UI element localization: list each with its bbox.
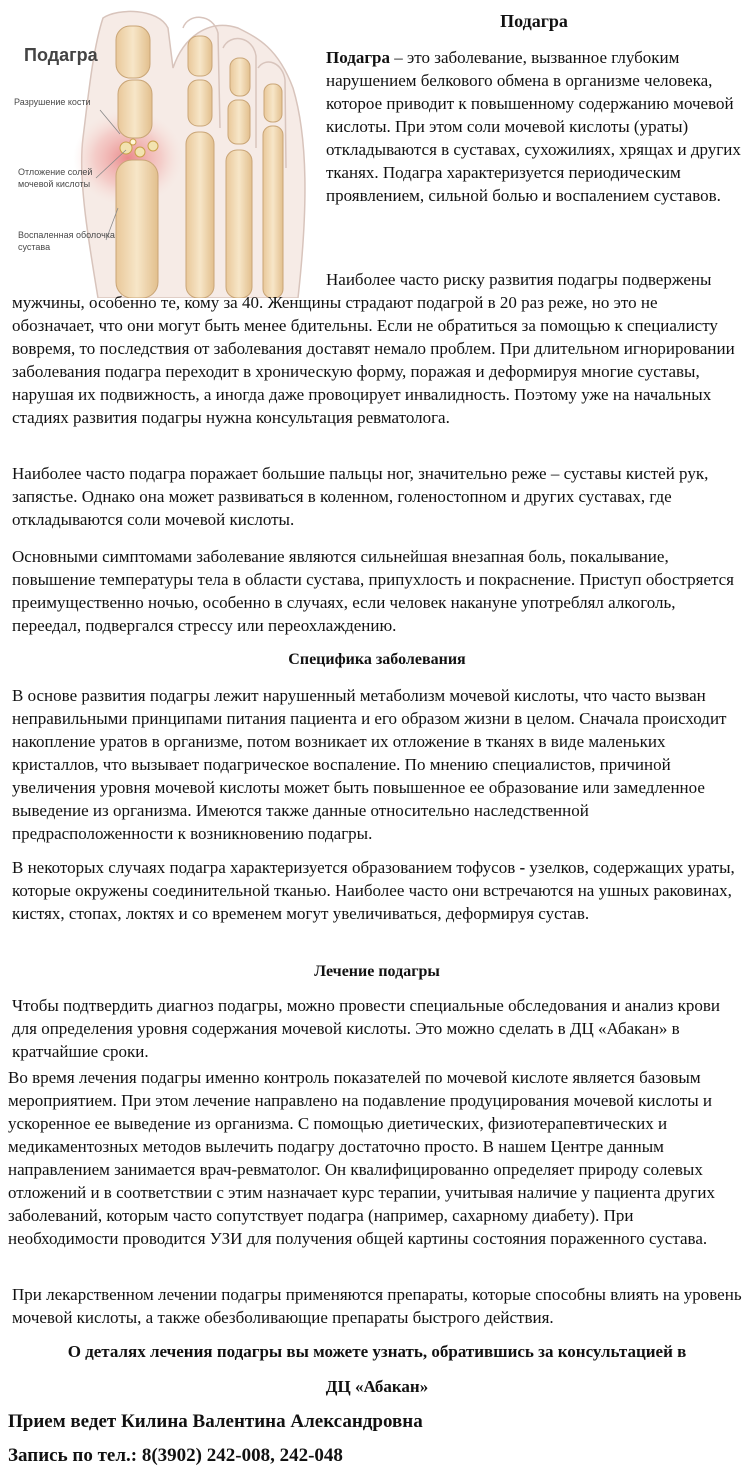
heading-specifics: Специфика заболевания xyxy=(288,651,466,668)
heading-treatment: Лечение подагры xyxy=(314,963,440,980)
paragraph-diagnosis: Чтобы подтвердить диагноз подагры, можно провести специальные обследования и анализ крови для определения уровня содержания мочевой кислоты. Это можно сделать в ДЦ «Абакан» в кратчайшие сроки. xyxy=(12,996,720,1061)
label-bone-destruction: Разрушение кости xyxy=(14,97,91,107)
paragraph-treatment: Во время лечения подагры именно контроль показателей по мочевой кислоте является базовым мероприятием. При этом лечение направлено на подавление продуцирования мочевой кислоты и ускоренное ее выведение из организма. С помощью диетических, физиотерапевтических и медикаментозных методов вылечить подагру достаточно просто. В нашем Центре данным направлением занимается врач-ревматолог. Он квалифицированно определяет природу солевых отложений и в соответствии с этим назначает курс терапии, учитывая наличие у пациента других заболеваний, которым часто сопутствует подагра (например, сахарному диабету). При необходимости проводится УЗИ для получения общей картины состояния пораженного сустава. xyxy=(8,1068,715,1248)
intro-text: – это заболевание, вызванное глубоким нарушением белкового обмена в организме человека, которое приводит к повышенному содержанию мочевой кислоты. При этом соли мочевой кислоты (ураты) откладываются в суставах, сухожилиях, хрящах и других тканях. Подагра характеризуется периодическим проявлением, сильной болью и воспалением суставов. xyxy=(326,48,741,205)
label-capsule-line2: сустава xyxy=(18,242,51,252)
appointment-phone: Запись по тел.: 8(3902) 242-008, 242-048 xyxy=(8,1445,343,1466)
label-capsule-line1: Воспаленная оболочка xyxy=(18,230,115,240)
label-deposits-line1: Отложение солей xyxy=(18,167,93,177)
doctor-name: Прием ведет Килина Валентина Александровна xyxy=(8,1411,423,1432)
figure-title: Подагра xyxy=(24,45,98,65)
intro-term: Подагра xyxy=(326,48,391,67)
paragraph-tophi: В некоторых случаях подагра характеризуется образованием тофусов - узелков, содержащих ураты, которые окружены соединительной тканью. Наиболее часто они встречаются на ушных раковинах, кистях, стопах, локтях и со временем могут увеличиваться, деформируя сустав. xyxy=(12,858,735,923)
paragraph-symptoms: Основными симптомами заболевание являются сильнейшая внезапная боль, покалывание, повышение температуры тела в области сустава, припухлость и покраснение. Приступ обостряется преимущественно ночью, особенно в случаях, если человек накануне употреблял алкоголь, переедал, подвергался стрессу или переохлаждению. xyxy=(12,547,734,635)
gout-illustration xyxy=(8,8,318,298)
paragraph-risk: Наиболее часто риску развития подагры подвержены мужчины, особенно те, кому за 40. Женщины страдают подагрой в 20 раз реже, но это не обозначает, что они могут быть менее бдительны. Если не обратиться за помощью к специалисту вовремя, то последствия от заболевания доставят немало проблем. При длительном игнорировании заболевания подагра переходит в хроническую форму, поражая и деформируя многие суставы, нарушая их подвижность, а иногда даже провоцирует инвалидность. Поэтому уже на начальных стадиях развития подагры нужна консультация ревматолога. xyxy=(12,270,735,427)
intro-paragraph xyxy=(326,46,746,207)
closing-line-1: О деталях лечения подагры вы можете узнать, обратившись за консультацией в xyxy=(67,1342,687,1361)
label-deposits-line2: мочевой кислоты xyxy=(18,179,91,189)
tophi-dash: - xyxy=(519,858,526,877)
paragraph-cause: В основе развития подагры лежит нарушенный метаболизм мочевой кислоты, что часто вызван неправильными принципами питания пациента и его образом жизни в целом. Сначала происходит накопление уратов в организме, потом возникает их отложение в тканях в виде маленьких кристаллов, что вызывает подагрическое воспаление. По мнению специалистов, причиной увеличения уровня мочевой кислоты может быть повышенное ее образование или замедленное выведение из организма. Имеются также данные относительно наследственной предрасположенности к возникновению подагры. xyxy=(12,686,727,843)
paragraph-locations: Наиболее часто подагра поражает большие пальцы ног, значительно реже – суставы кистей рук, запястье. Однако она может развиваться в коленном, голеностопном и других суставах, где откладываются соли мочевой кислоты. xyxy=(12,464,709,529)
paragraph-medication: При лекарственном лечении подагры применяются препараты, которые способны влиять на уровень мочевой кислоты, а также обезболивающие препараты быстрого действия. xyxy=(12,1285,742,1327)
closing-line-2: ДЦ «Абакан» xyxy=(325,1377,429,1396)
page-title: Подагра xyxy=(500,11,568,31)
